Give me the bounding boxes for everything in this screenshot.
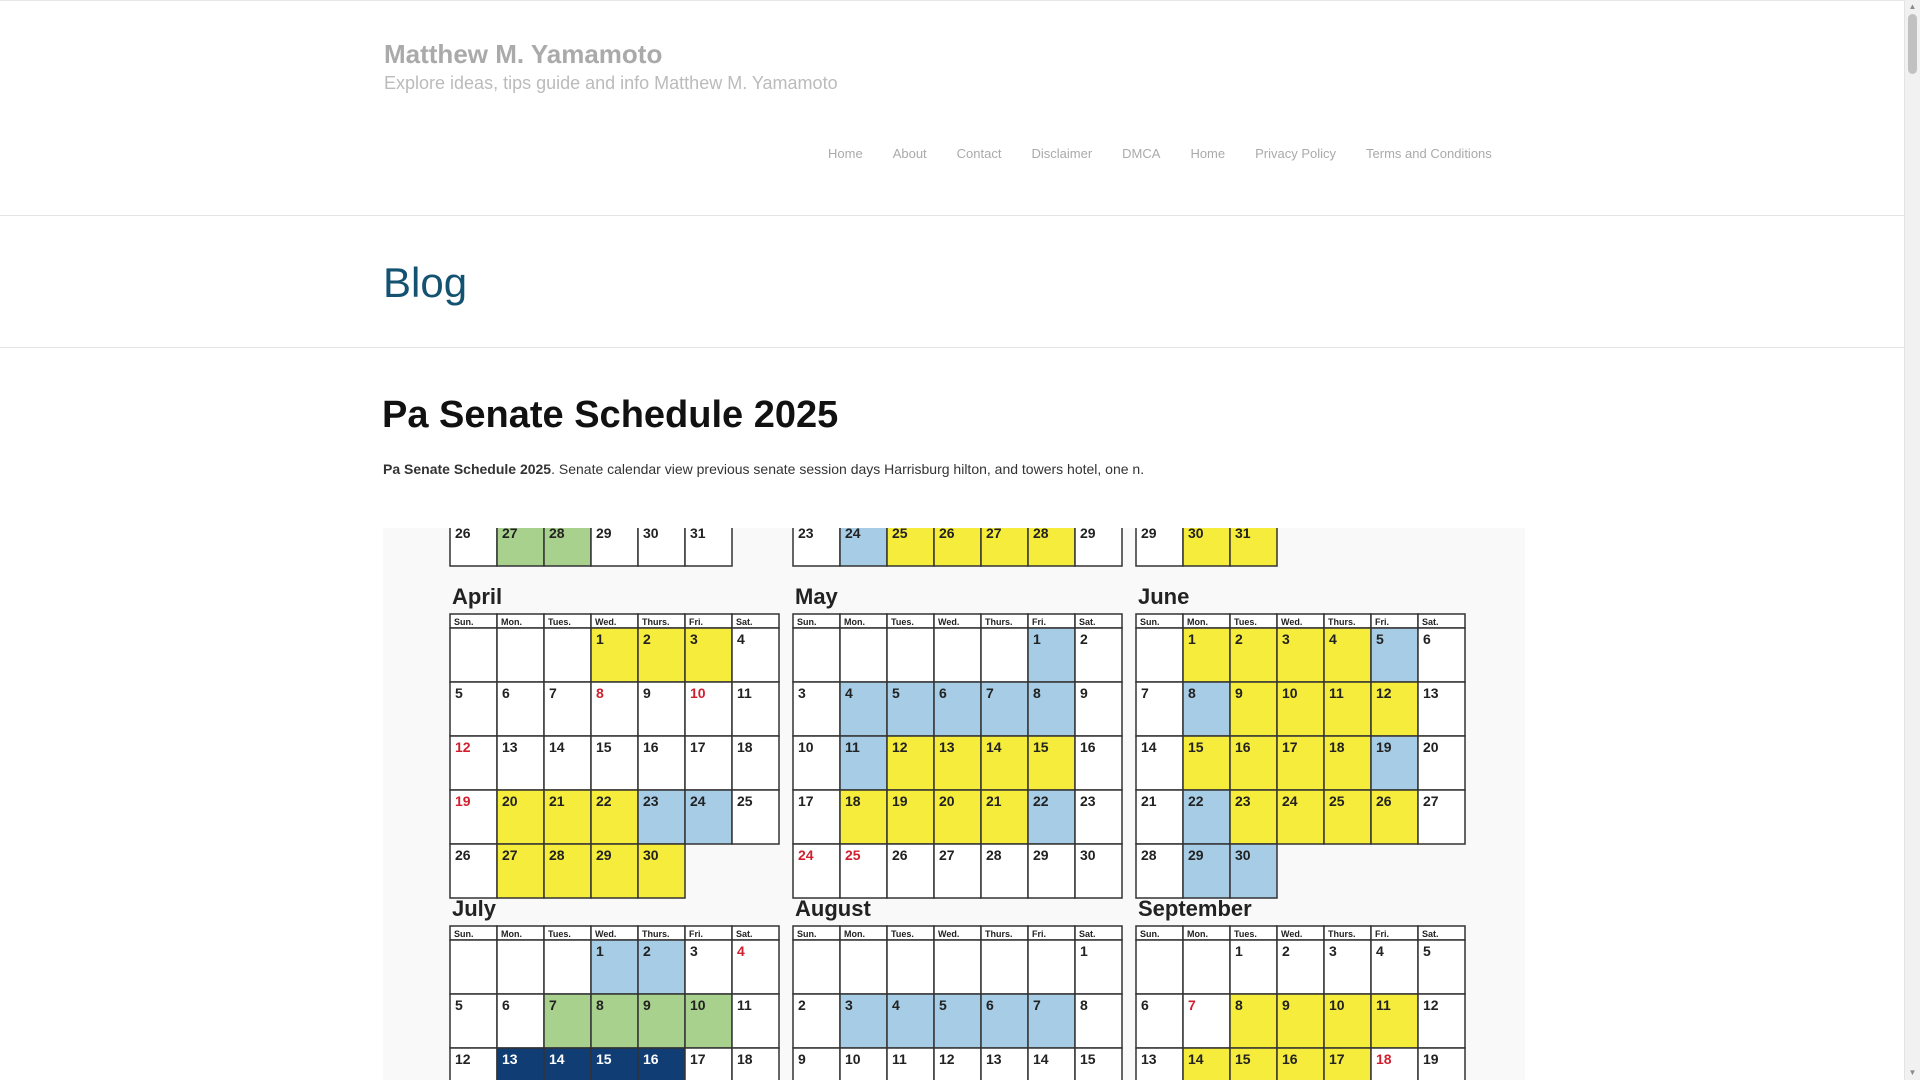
day-header-label: Thurs. bbox=[642, 929, 670, 939]
day-number: 21 bbox=[549, 793, 565, 809]
day-number: 15 bbox=[1235, 1051, 1251, 1067]
day-number: 9 bbox=[643, 685, 651, 701]
day-number: 18 bbox=[845, 793, 861, 809]
day-number: 20 bbox=[1423, 739, 1439, 755]
day-number: 28 bbox=[1033, 528, 1049, 541]
day-header-label: Tues. bbox=[548, 929, 571, 939]
day-number: 14 bbox=[1141, 739, 1157, 755]
day-number: 12 bbox=[1423, 997, 1439, 1013]
day-number: 6 bbox=[502, 997, 510, 1013]
day-number: 8 bbox=[1235, 997, 1243, 1013]
day-header-label: Thurs. bbox=[985, 617, 1013, 627]
scrollbar[interactable] bbox=[1904, 0, 1920, 1080]
day-header-label: Sat. bbox=[736, 929, 753, 939]
day-number: 1 bbox=[1235, 943, 1243, 959]
day-number: 28 bbox=[1141, 847, 1157, 863]
day-number: 12 bbox=[455, 739, 471, 755]
calendar-svg bbox=[383, 528, 1525, 1080]
day-number: 5 bbox=[939, 997, 947, 1013]
day-number: 11 bbox=[737, 685, 752, 701]
scroll-up-icon[interactable]: ▲ bbox=[1908, 2, 1917, 11]
page-heading bbox=[0, 217, 1904, 348]
day-cell bbox=[1136, 628, 1183, 682]
day-number: 9 bbox=[1235, 685, 1243, 701]
day-cell bbox=[887, 628, 934, 682]
day-number: 2 bbox=[643, 943, 651, 959]
day-number: 8 bbox=[596, 997, 604, 1013]
day-number: 29 bbox=[596, 847, 612, 863]
day-number: 22 bbox=[1188, 793, 1204, 809]
day-header-label: Fri. bbox=[1032, 617, 1047, 627]
day-number: 2 bbox=[1282, 943, 1290, 959]
day-number: 7 bbox=[986, 685, 994, 701]
day-number: 5 bbox=[1376, 631, 1384, 647]
day-number: 8 bbox=[596, 685, 604, 701]
day-header-label: Wed. bbox=[938, 929, 960, 939]
day-number: 13 bbox=[1141, 1051, 1157, 1067]
site-title[interactable]: Matthew M. Yamamoto bbox=[384, 39, 663, 69]
day-header-label: Mon. bbox=[844, 929, 865, 939]
day-number: 5 bbox=[1423, 943, 1431, 959]
day-number: 30 bbox=[643, 847, 659, 863]
day-header-label: Sat. bbox=[1079, 617, 1096, 627]
day-number: 30 bbox=[1080, 847, 1096, 863]
day-number: 1 bbox=[596, 943, 604, 959]
day-number: 26 bbox=[939, 528, 955, 541]
day-header-label: Sun. bbox=[1140, 929, 1160, 939]
day-header-label: Thurs. bbox=[1328, 617, 1356, 627]
day-number: 29 bbox=[1033, 847, 1049, 863]
day-header-label: Wed. bbox=[1281, 929, 1303, 939]
site-description: Explore ideas, tips guide and info Matthew M. Yamamoto bbox=[384, 73, 838, 93]
day-number: 2 bbox=[798, 997, 806, 1013]
day-cell bbox=[793, 940, 840, 994]
day-number: 1 bbox=[1033, 631, 1041, 647]
excerpt-text: . Senate calendar view previous senate session days Harrisburg hilton, and towers hotel, one n. bbox=[551, 461, 1145, 477]
day-number: 14 bbox=[549, 739, 565, 755]
day-number: 29 bbox=[596, 528, 612, 541]
month-title: September bbox=[1138, 896, 1252, 921]
day-header-label: Sat. bbox=[736, 617, 753, 627]
month-title: June bbox=[1138, 584, 1190, 609]
day-cell bbox=[497, 940, 544, 994]
day-number: 4 bbox=[845, 685, 853, 701]
day-number: 18 bbox=[1329, 739, 1345, 755]
day-header-label: Sun. bbox=[797, 617, 817, 627]
day-number: 26 bbox=[1376, 793, 1392, 809]
day-number: 11 bbox=[1329, 685, 1344, 701]
day-header-label: Sun. bbox=[1140, 617, 1160, 627]
day-number: 22 bbox=[596, 793, 612, 809]
day-number: 23 bbox=[798, 528, 814, 541]
day-number: 23 bbox=[643, 793, 659, 809]
day-number: 1 bbox=[596, 631, 604, 647]
day-number: 4 bbox=[1376, 943, 1384, 959]
day-number: 10 bbox=[1329, 997, 1345, 1013]
day-number: 7 bbox=[549, 997, 557, 1013]
day-number: 15 bbox=[1188, 739, 1204, 755]
day-number: 19 bbox=[1423, 1051, 1439, 1067]
day-number: 3 bbox=[1282, 631, 1290, 647]
day-number: 27 bbox=[986, 528, 1002, 541]
day-number: 25 bbox=[845, 847, 861, 863]
day-number: 17 bbox=[798, 793, 814, 809]
day-number: 17 bbox=[1282, 739, 1298, 755]
day-number: 6 bbox=[502, 685, 510, 701]
day-number: 12 bbox=[892, 739, 908, 755]
day-number: 10 bbox=[690, 997, 706, 1013]
day-number: 19 bbox=[455, 793, 471, 809]
day-number: 16 bbox=[643, 739, 659, 755]
day-number: 24 bbox=[845, 528, 861, 541]
main-nav bbox=[828, 145, 1492, 163]
day-header-label: Mon. bbox=[501, 617, 522, 627]
day-number: 7 bbox=[1188, 997, 1196, 1013]
day-number: 1 bbox=[1188, 631, 1196, 647]
day-number: 17 bbox=[690, 1051, 706, 1067]
day-number: 3 bbox=[798, 685, 806, 701]
day-header-label: Fri. bbox=[689, 617, 704, 627]
day-number: 12 bbox=[1376, 685, 1392, 701]
day-header-label: Tues. bbox=[1234, 617, 1257, 627]
day-number: 24 bbox=[1282, 793, 1298, 809]
day-number: 28 bbox=[986, 847, 1002, 863]
excerpt-bold: Pa Senate Schedule 2025 bbox=[383, 461, 552, 477]
day-header-label: Sat. bbox=[1422, 929, 1439, 939]
day-number: 18 bbox=[737, 739, 753, 755]
day-header-label: Wed. bbox=[595, 617, 617, 627]
day-header-label: Tues. bbox=[891, 929, 914, 939]
day-number: 4 bbox=[737, 943, 745, 959]
day-cell bbox=[544, 628, 591, 682]
article-title[interactable]: Pa Senate Schedule 2025 bbox=[382, 394, 839, 436]
day-number: 16 bbox=[1282, 1051, 1298, 1067]
day-number: 22 bbox=[1033, 793, 1049, 809]
day-number: 11 bbox=[892, 1051, 907, 1067]
day-number: 5 bbox=[455, 685, 463, 701]
day-cell bbox=[497, 628, 544, 682]
month-title: May bbox=[795, 584, 838, 609]
day-number: 21 bbox=[986, 793, 1002, 809]
day-number: 3 bbox=[690, 943, 698, 959]
day-header-label: Wed. bbox=[938, 617, 960, 627]
day-number: 14 bbox=[1188, 1051, 1204, 1067]
day-number: 16 bbox=[1080, 739, 1096, 755]
day-number: 9 bbox=[1080, 685, 1088, 701]
day-number: 15 bbox=[1033, 739, 1049, 755]
day-cell bbox=[934, 628, 981, 682]
day-number: 29 bbox=[1141, 528, 1157, 541]
day-number: 13 bbox=[502, 1051, 518, 1067]
day-number: 6 bbox=[1423, 631, 1431, 647]
day-header-label: Mon. bbox=[1187, 617, 1208, 627]
day-header-label: Mon. bbox=[501, 929, 522, 939]
day-cell bbox=[1183, 940, 1230, 994]
day-number: 13 bbox=[502, 739, 518, 755]
day-number: 24 bbox=[798, 847, 814, 863]
day-number: 25 bbox=[892, 528, 908, 541]
day-number: 10 bbox=[1282, 685, 1298, 701]
nav-privacy-policy[interactable]: Privacy Policy bbox=[1255, 146, 1337, 161]
day-number: 30 bbox=[643, 528, 659, 541]
day-header-label: Sun. bbox=[797, 929, 817, 939]
day-number: 17 bbox=[1329, 1051, 1345, 1067]
day-header-label: Sat. bbox=[1079, 929, 1096, 939]
day-header-label: Tues. bbox=[1234, 929, 1257, 939]
nav-contact[interactable]: Contact bbox=[956, 146, 1002, 161]
day-number: 13 bbox=[1423, 685, 1439, 701]
day-number: 6 bbox=[986, 997, 994, 1013]
day-number: 20 bbox=[502, 793, 518, 809]
day-number: 29 bbox=[1188, 847, 1204, 863]
day-cell bbox=[450, 628, 497, 682]
day-cell bbox=[887, 940, 934, 994]
day-cell bbox=[544, 940, 591, 994]
day-number: 26 bbox=[892, 847, 908, 863]
day-header-label: Thurs. bbox=[985, 929, 1013, 939]
day-number: 7 bbox=[549, 685, 557, 701]
day-number: 30 bbox=[1235, 847, 1251, 863]
day-cell bbox=[1136, 940, 1183, 994]
day-number: 2 bbox=[1080, 631, 1088, 647]
day-number: 2 bbox=[1235, 631, 1243, 647]
day-header-label: Sun. bbox=[454, 617, 474, 627]
day-number: 31 bbox=[1235, 528, 1251, 541]
day-cell bbox=[934, 940, 981, 994]
day-number: 8 bbox=[1080, 997, 1088, 1013]
day-header-label: Wed. bbox=[595, 929, 617, 939]
day-number: 8 bbox=[1033, 685, 1041, 701]
month-title: July bbox=[452, 896, 497, 921]
day-header-label: Mon. bbox=[1187, 929, 1208, 939]
day-cell bbox=[793, 628, 840, 682]
day-header-label: Sat. bbox=[1422, 617, 1439, 627]
day-cell bbox=[840, 628, 887, 682]
nav-home[interactable]: Home bbox=[828, 146, 863, 161]
day-number: 10 bbox=[798, 739, 814, 755]
day-number: 26 bbox=[455, 847, 471, 863]
page-title: Blog bbox=[383, 259, 468, 306]
day-number: 5 bbox=[455, 997, 463, 1013]
day-number: 16 bbox=[1235, 739, 1251, 755]
day-number: 27 bbox=[502, 528, 518, 541]
day-number: 11 bbox=[737, 997, 752, 1013]
day-number: 26 bbox=[455, 528, 471, 541]
day-number: 25 bbox=[1329, 793, 1345, 809]
day-number: 9 bbox=[643, 997, 651, 1013]
day-number: 9 bbox=[1282, 997, 1290, 1013]
day-header-label: Fri. bbox=[1375, 929, 1390, 939]
day-number: 29 bbox=[1080, 528, 1096, 541]
day-number: 23 bbox=[1080, 793, 1096, 809]
day-header-label: Mon. bbox=[844, 617, 865, 627]
day-number: 3 bbox=[690, 631, 698, 647]
calendar-image[interactable] bbox=[383, 528, 1525, 1080]
day-number: 4 bbox=[892, 997, 900, 1013]
day-number: 4 bbox=[1329, 631, 1337, 647]
day-number: 13 bbox=[986, 1051, 1002, 1067]
day-number: 13 bbox=[939, 739, 955, 755]
day-cell bbox=[1028, 940, 1075, 994]
day-number: 7 bbox=[1033, 997, 1041, 1013]
nav-disclaimer[interactable]: Disclaimer bbox=[1031, 146, 1093, 161]
day-number: 21 bbox=[1141, 793, 1157, 809]
day-number: 30 bbox=[1188, 528, 1204, 541]
day-header-label: Wed. bbox=[1281, 617, 1303, 627]
day-number: 25 bbox=[737, 793, 753, 809]
day-number: 17 bbox=[690, 739, 706, 755]
day-number: 5 bbox=[892, 685, 900, 701]
day-number: 28 bbox=[549, 528, 565, 541]
nav-about[interactable]: About bbox=[892, 146, 927, 161]
day-number: 9 bbox=[798, 1051, 806, 1067]
day-number: 10 bbox=[690, 685, 706, 701]
day-header-label: Thurs. bbox=[1328, 929, 1356, 939]
day-number: 2 bbox=[643, 631, 651, 647]
day-number: 12 bbox=[455, 1051, 471, 1067]
day-number: 11 bbox=[1376, 997, 1391, 1013]
day-number: 4 bbox=[737, 631, 745, 647]
day-number: 28 bbox=[549, 847, 565, 863]
day-header-label: Tues. bbox=[891, 617, 914, 627]
day-number: 24 bbox=[690, 793, 706, 809]
day-header-label: Fri. bbox=[1032, 929, 1047, 939]
day-header-label: Fri. bbox=[689, 929, 704, 939]
day-cell bbox=[450, 940, 497, 994]
nav-terms[interactable]: Terms and Conditions bbox=[1366, 146, 1492, 161]
day-header-label: Fri. bbox=[1375, 617, 1390, 627]
day-number: 18 bbox=[1376, 1051, 1392, 1067]
month-title: April bbox=[452, 584, 503, 609]
day-number: 10 bbox=[845, 1051, 861, 1067]
day-header-label: Sun. bbox=[454, 929, 474, 939]
day-number: 14 bbox=[1033, 1051, 1049, 1067]
day-header-label: Tues. bbox=[548, 617, 571, 627]
day-number: 14 bbox=[986, 739, 1002, 755]
day-number: 23 bbox=[1235, 793, 1251, 809]
day-number: 15 bbox=[596, 739, 612, 755]
day-number: 27 bbox=[939, 847, 955, 863]
scroll-thumb[interactable] bbox=[1908, 14, 1917, 74]
day-number: 19 bbox=[892, 793, 908, 809]
day-number: 6 bbox=[1141, 997, 1149, 1013]
day-number: 11 bbox=[845, 739, 860, 755]
day-number: 19 bbox=[1376, 739, 1392, 755]
day-number: 12 bbox=[939, 1051, 955, 1067]
month-title: August bbox=[795, 896, 871, 921]
day-number: 7 bbox=[1141, 685, 1149, 701]
day-cell bbox=[981, 940, 1028, 994]
article-excerpt bbox=[383, 461, 1144, 477]
nav-dmca[interactable]: DMCA bbox=[1122, 146, 1161, 161]
day-number: 27 bbox=[502, 847, 518, 863]
day-header-label: Thurs. bbox=[642, 617, 670, 627]
day-number: 6 bbox=[939, 685, 947, 701]
day-number: 31 bbox=[690, 528, 706, 541]
day-number: 15 bbox=[1080, 1051, 1096, 1067]
day-number: 27 bbox=[1423, 793, 1439, 809]
day-cell bbox=[981, 628, 1028, 682]
day-number: 3 bbox=[845, 997, 853, 1013]
site-header bbox=[0, 1, 1904, 216]
scroll-down-icon[interactable]: ▼ bbox=[1908, 1068, 1917, 1077]
day-number: 3 bbox=[1329, 943, 1337, 959]
day-number: 15 bbox=[596, 1051, 612, 1067]
day-number: 1 bbox=[1080, 943, 1088, 959]
nav-home-2[interactable]: Home bbox=[1190, 146, 1226, 161]
day-number: 20 bbox=[939, 793, 955, 809]
day-number: 14 bbox=[549, 1051, 565, 1067]
day-number: 8 bbox=[1188, 685, 1196, 701]
day-number: 16 bbox=[643, 1051, 659, 1067]
day-cell bbox=[840, 940, 887, 994]
day-number: 18 bbox=[737, 1051, 753, 1067]
